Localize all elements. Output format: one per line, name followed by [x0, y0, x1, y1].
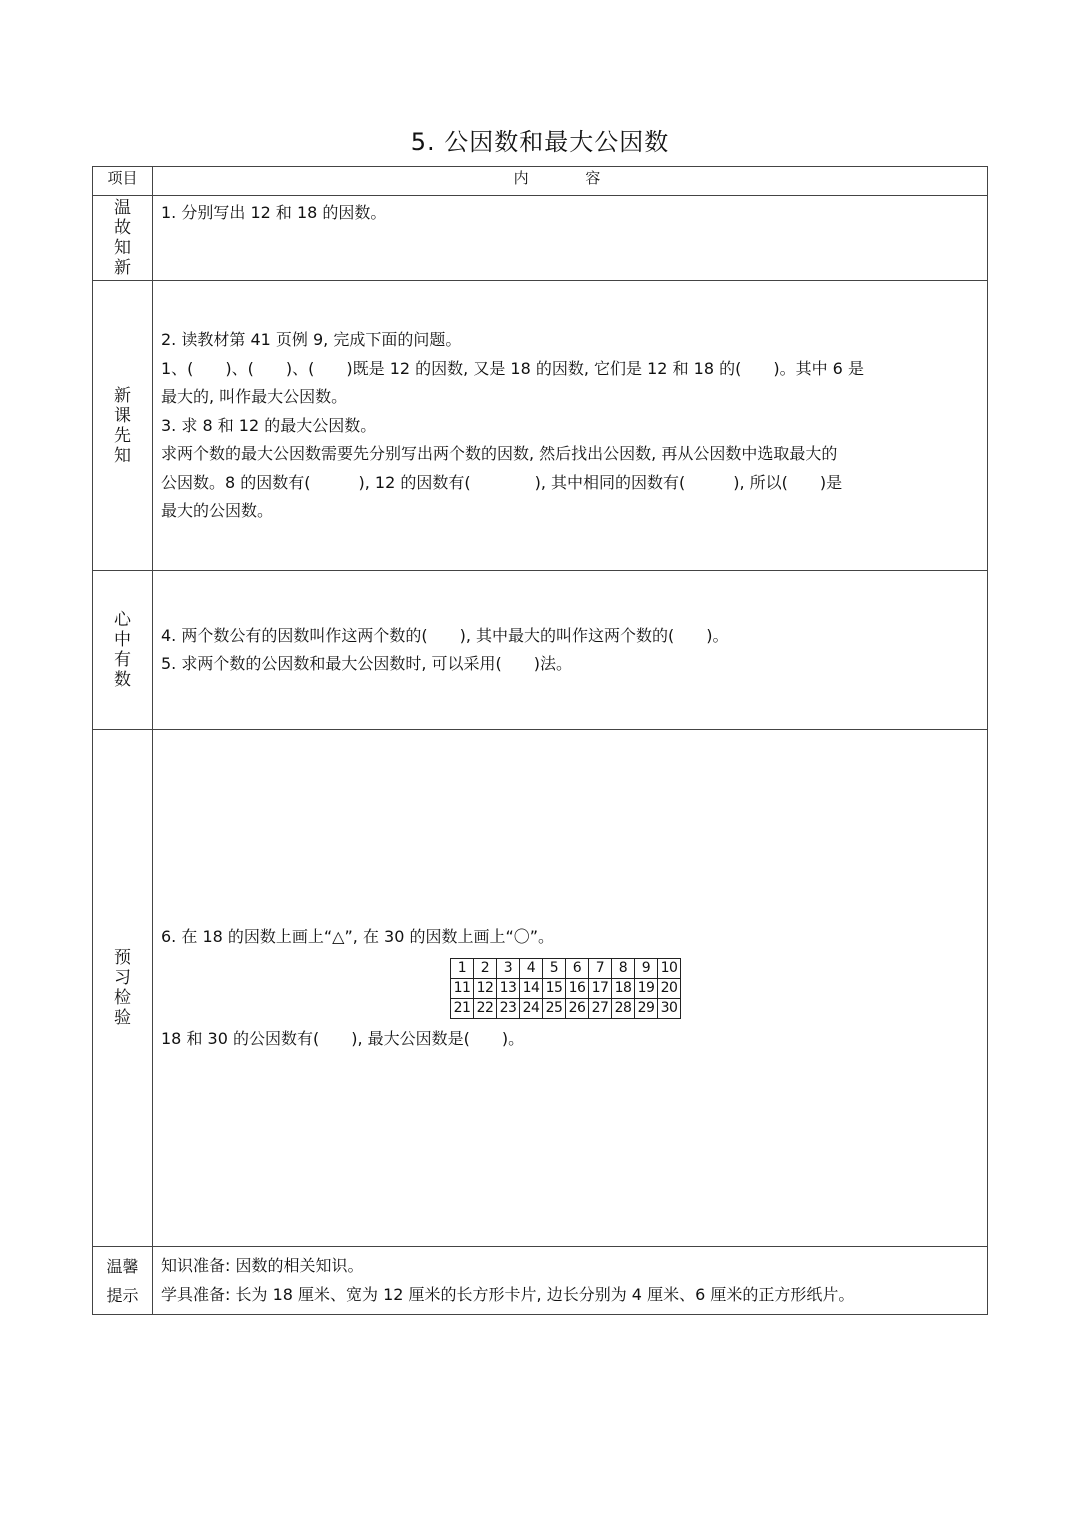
question-2-line: 最大的, 叫作最大公因数。 — [161, 387, 348, 406]
grid-cell: 20 — [658, 978, 681, 998]
grid-cell: 13 — [497, 978, 520, 998]
grid-cell: 8 — [612, 958, 635, 978]
section-content — [153, 281, 988, 571]
section-label: 温 故 知 新 — [93, 196, 153, 281]
grid-cell: 21 — [451, 998, 474, 1018]
question-3-line: 最大的公因数。 — [161, 501, 274, 520]
grid-row — [451, 998, 681, 1018]
tools-prep: 学具准备: 长为 18 厘米、宽为 12 厘米的长方形卡片, 边长分别为 4 厘米、6 厘米的正方形纸片。 — [161, 1284, 855, 1304]
question-2: 2. 读教材第 41 页例 9, 完成下面的问题。 — [161, 330, 462, 349]
grid-cell: 23 — [497, 998, 520, 1018]
grid-cell: 3 — [497, 958, 520, 978]
grid-row — [451, 978, 681, 998]
grid-cell: 4 — [520, 958, 543, 978]
section-tips — [93, 1247, 988, 1315]
grid-cell: 19 — [635, 978, 658, 998]
header-item: 项目 — [93, 167, 153, 196]
grid-cell: 10 — [658, 958, 681, 978]
grid-cell: 28 — [612, 998, 635, 1018]
knowledge-prep: 知识准备: 因数的相关知识。 — [161, 1256, 364, 1275]
section-summary — [93, 571, 988, 730]
worksheet-table — [92, 166, 988, 1315]
section-label: 心 中 有 数 — [93, 571, 153, 730]
grid-cell: 15 — [543, 978, 566, 998]
question-1: 1. 分别写出 12 和 18 的因数。 — [161, 203, 387, 222]
header-row — [93, 167, 988, 196]
grid-cell: 26 — [566, 998, 589, 1018]
section-label: 预 习 检 验 — [93, 730, 153, 1247]
section-content — [153, 730, 988, 1247]
grid-row — [451, 958, 681, 978]
grid-cell: 7 — [589, 958, 612, 978]
grid-cell: 2 — [474, 958, 497, 978]
grid-cell: 6 — [566, 958, 589, 978]
grid-cell: 11 — [451, 978, 474, 998]
grid-cell: 24 — [520, 998, 543, 1018]
question-6: 6. 在 18 的因数上画上“△”, 在 30 的因数上画上“〇”。 — [161, 927, 555, 946]
question-5: 5. 求两个数的公因数和最大公因数时, 可以采用( )法。 — [161, 654, 573, 673]
number-grid — [450, 958, 681, 1019]
grid-cell: 29 — [635, 998, 658, 1018]
grid-cell: 25 — [543, 998, 566, 1018]
grid-cell: 30 — [658, 998, 681, 1018]
section-review — [93, 196, 988, 281]
grid-cell: 12 — [474, 978, 497, 998]
section-check — [93, 730, 988, 1247]
question-4: 4. 两个数公有的因数叫作这两个数的( ), 其中最大的叫作这两个数的( )。 — [161, 625, 729, 645]
grid-cell: 18 — [612, 978, 635, 998]
grid-cell: 14 — [520, 978, 543, 998]
answer-line: 18 和 30 的公因数有( ), 最大公因数是( )。 — [161, 1028, 525, 1048]
section-label: 新 课 先 知 — [93, 281, 153, 571]
section-preview — [93, 281, 988, 571]
question-3-line: 求两个数的最大公因数需要先分别写出两个数的因数, 然后找出公因数, 再从公因数中选取最大的 — [161, 444, 838, 463]
grid-cell: 17 — [589, 978, 612, 998]
section-content — [153, 571, 988, 730]
section-content — [153, 196, 988, 281]
page-title: 5. 公因数和最大公因数 — [410, 128, 670, 156]
question-3-line: 公因数。8 的因数有( ), 12 的因数有( ), 其中相同的因数有( ), 所以( )是 — [161, 472, 843, 492]
section-content — [153, 1247, 988, 1315]
grid-cell: 9 — [635, 958, 658, 978]
question-3: 3. 求 8 和 12 的最大公因数。 — [161, 415, 377, 435]
grid-cell: 5 — [543, 958, 566, 978]
question-2-line: 1、( )、( )、( )既是 12 的因数, 又是 18 的因数, 它们是 12 和 18 的( )。其中 6 是 — [161, 358, 864, 378]
grid-cell: 16 — [566, 978, 589, 998]
header-content: 内 容 — [153, 167, 988, 196]
grid-cell: 22 — [474, 998, 497, 1018]
grid-cell: 1 — [451, 958, 474, 978]
section-label: 温馨 提示 — [93, 1247, 153, 1315]
grid-cell: 27 — [589, 998, 612, 1018]
